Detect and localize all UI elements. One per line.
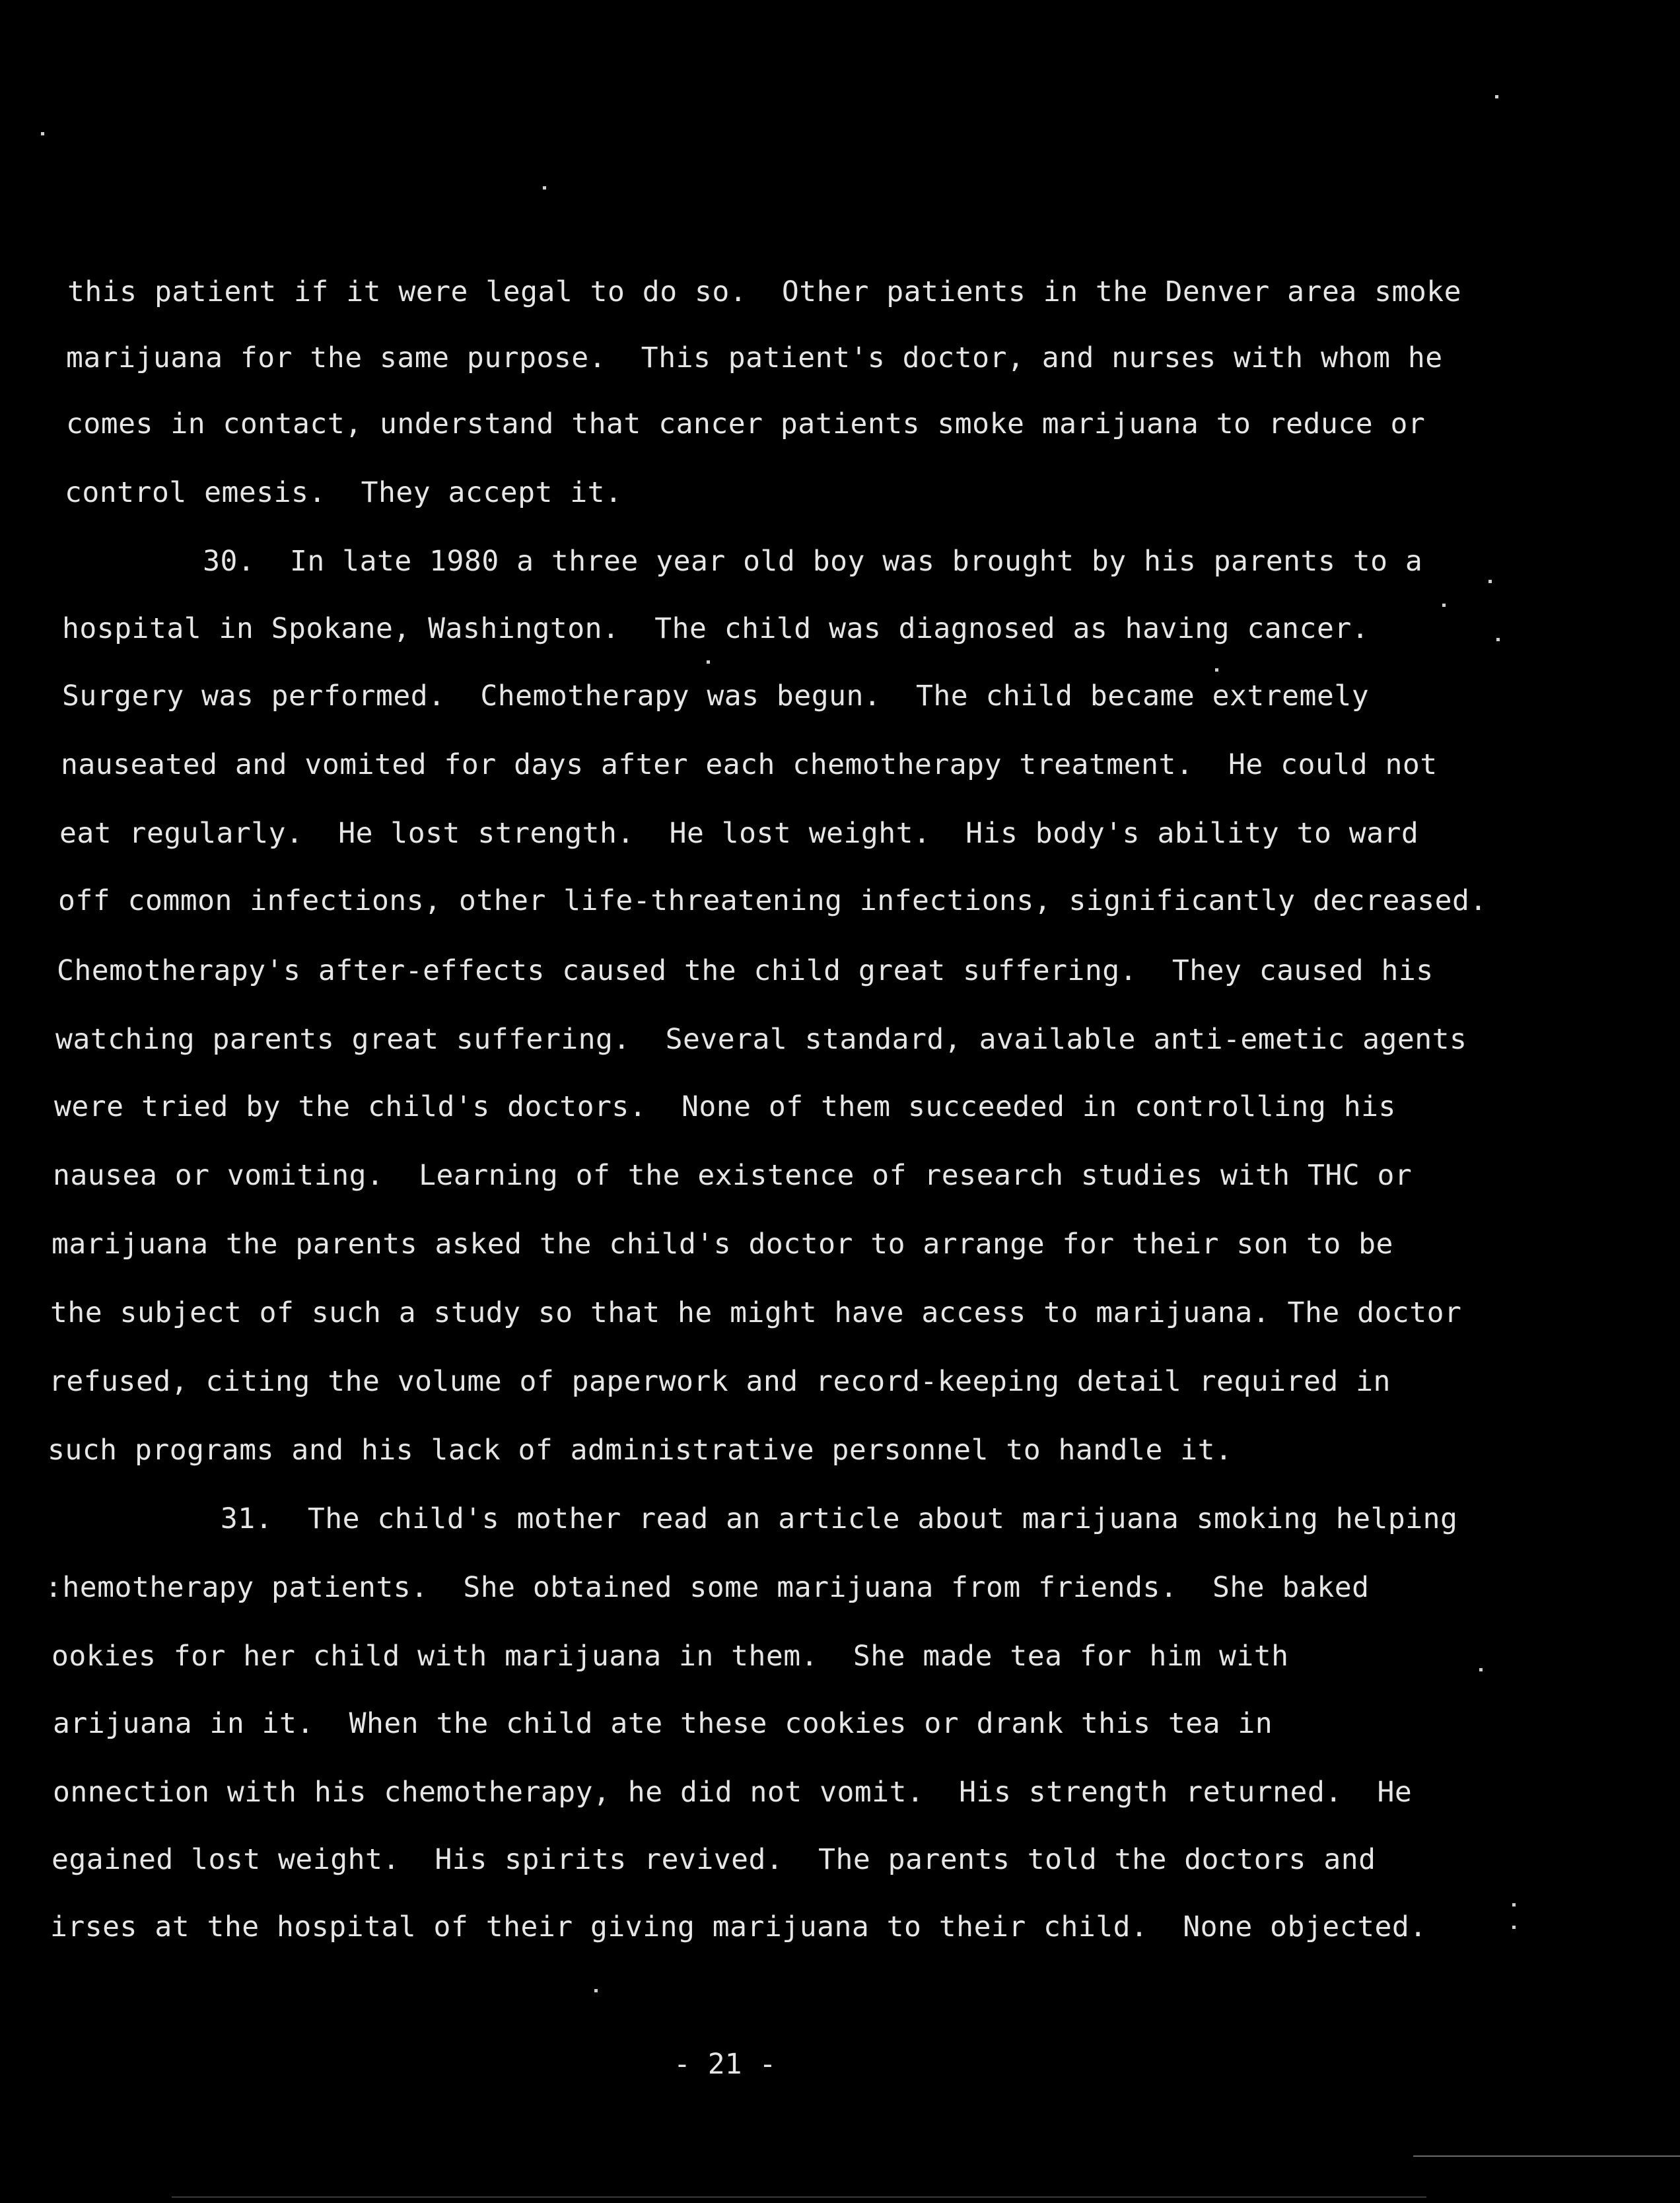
scan-speck [1496,638,1500,641]
scan-speck [1442,604,1446,607]
scan-speck [1512,1926,1516,1929]
page-number: - 21 - [674,2048,777,2081]
text-line: eat regularly. He lost strength. He lost weight. His body's ability to ward [59,817,1419,850]
scan-speck [1488,580,1492,583]
scan-speck [1495,95,1498,98]
text-line: control emesis. They accept it. [65,476,623,509]
text-line: the subject of such a study so that he might have access to marijuana. The doctor [50,1296,1462,1329]
text-line: marijuana the parents asked the child's doctor to arrange for their son to be [52,1228,1393,1261]
scan-speck [1479,1668,1483,1671]
text-line: this patient if it were legal to do so. Other patients in the Denver area smoke [67,275,1462,308]
text-line: egained lost weight. His spirits revived. The parents told the doctors and [52,1843,1376,1876]
text-line: ookies for her child with marijuana in them. She made tea for him with [52,1640,1289,1673]
text-line: 30. In late 1980 a three year old boy was brought by his parents to a [63,545,1423,578]
text-line: marijuana for the same purpose. This patient's doctor, and nurses with whom he [66,341,1443,374]
scan-edge-line [1413,2155,1680,2157]
scan-speck [543,186,546,190]
text-line: off common infections, other life-threatening infections, significantly decreased. [58,884,1487,917]
text-line: refused, citing the volume of paperwork and record-keeping detail required in [49,1365,1391,1398]
text-line: nausea or vomiting. Learning of the existence of research studies with THC or [53,1159,1413,1192]
text-line: nauseated and vomited for days after each chemotherapy treatment. He could not [61,748,1438,781]
text-line: such programs and his lack of administrative personnel to handle it. [48,1434,1233,1467]
scan-speck [41,132,44,135]
text-line: Chemotherapy's after-effects caused the child great suffering. They caused his [57,954,1434,987]
scan-edge-line [172,2196,1426,2198]
scan-speck [594,1989,598,1992]
text-line: comes in contact, understand that cancer patients smoke marijuana to reduce or [66,407,1426,440]
text-line: hospital in Spokane, Washington. The child was diagnosed as having cancer. [62,612,1370,645]
text-line: 31. The child's mother read an article about marijuana smoking helping [46,1502,1458,1535]
scan-speck [707,660,710,664]
text-line: watching parents great suffering. Several standard, available anti-emetic agents [55,1023,1467,1056]
text-line: were tried by the child's doctors. None of them succeeded in controlling his [54,1090,1396,1123]
scan-speck [1512,1903,1516,1906]
text-line: :hemotherapy patients. She obtained some marijuana from friends. She baked [45,1571,1370,1604]
text-line: onnection with his chemotherapy, he did not vomit. His strength returned. He [53,1776,1413,1809]
text-line: arijuana in it. When the child ate these cookies or drank this tea in [53,1707,1273,1740]
text-line: irses at the hospital of their giving marijuana to their child. None objected. [50,1910,1427,1943]
text-line: Surgery was performed. Chemotherapy was begun. The child became extremely [62,680,1370,713]
scan-speck [1215,668,1218,672]
